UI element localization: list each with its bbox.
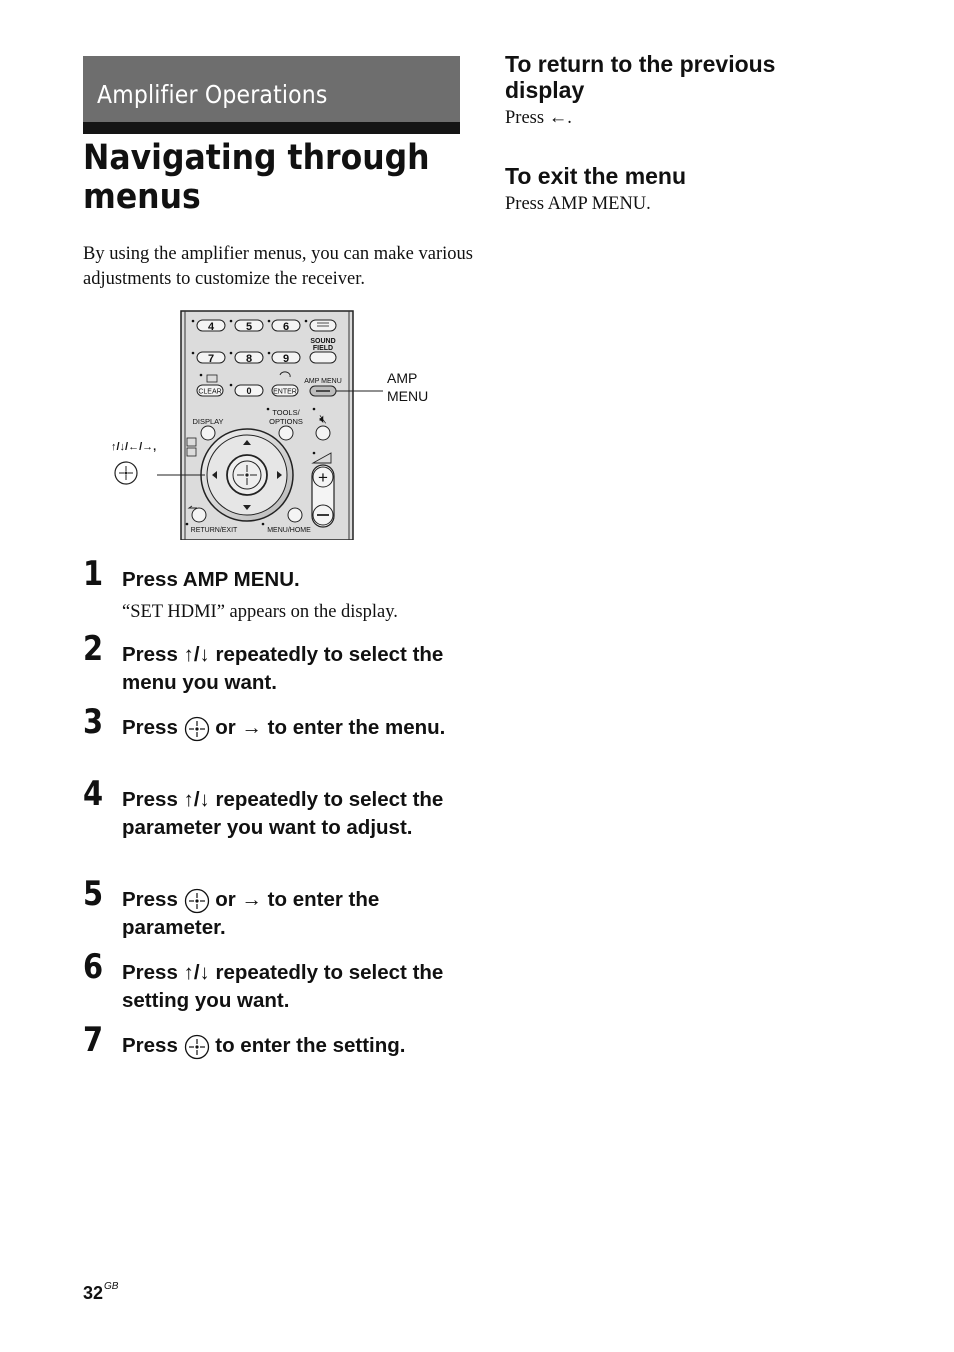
- button-4-label: 4: [207, 321, 215, 333]
- sound-field-label-1: SOUND: [310, 338, 336, 345]
- enter-callout-icon: [115, 462, 137, 484]
- button-6-label: 6: [282, 321, 290, 333]
- button-7-label: 7: [207, 353, 215, 365]
- plus-icon: +: [318, 468, 328, 487]
- button-0-label: 0: [246, 386, 252, 396]
- step-instruction: Press ↑/↓ repeatedly to select the menu you want.: [122, 643, 444, 694]
- enter-label: ENTER: [273, 388, 297, 396]
- return-exit-button: [192, 508, 206, 522]
- page-title: [83, 139, 430, 217]
- step-number: 4: [83, 774, 104, 814]
- tools-label-1: TOOLS/: [272, 408, 300, 417]
- left-arrow-icon: ←: [548, 108, 568, 128]
- remote-control-diagram: [105, 305, 445, 540]
- section-banner-title: Amplifier Operations: [97, 80, 328, 109]
- amp-menu-callout-label-1: AMP: [387, 370, 418, 386]
- enter-button-icon: [184, 716, 210, 742]
- mute-button: [316, 426, 330, 440]
- sound-field-button: [310, 320, 336, 331]
- unlabeled-button: [310, 352, 336, 363]
- step-number: 6: [83, 947, 104, 987]
- amp-menu-remote-label: AMP MENU: [304, 378, 342, 385]
- display-button: [201, 426, 215, 440]
- step-instruction: Press to enter the setting.: [122, 1032, 467, 1060]
- return-section: [505, 51, 845, 130]
- enter-button-icon: [184, 888, 210, 914]
- step-note: “SET HDMI” appears on the display.: [122, 602, 398, 622]
- menu-home-button: [288, 508, 302, 522]
- mute-icon: 🔇︎: [319, 412, 327, 426]
- intro-paragraph: By using the amplifier menus, you can make various adjustments to customize the receiver.: [83, 244, 473, 289]
- exit-heading: To exit the menu: [505, 163, 687, 189]
- button-5-label: 5: [245, 321, 253, 333]
- step-number: 1: [83, 554, 104, 594]
- amp-menu-callout-label-2: MENU: [387, 388, 429, 404]
- step-number: 2: [83, 629, 104, 669]
- up-down-arrow-icon: ↑/↓: [183, 961, 210, 984]
- return-instruction: Press ←.: [505, 108, 572, 128]
- exit-instruction: Press AMP MENU.: [505, 194, 651, 214]
- step-instruction: Press ↑/↓ repeatedly to select the setting you want.: [122, 961, 444, 1012]
- exit-section: [505, 163, 845, 216]
- return-heading: To return to the previous display: [505, 51, 776, 103]
- step-number: 7: [83, 1020, 104, 1060]
- section-banner: [83, 56, 460, 134]
- tools-label-2: OPTIONS: [269, 417, 303, 426]
- step-instruction: Press or → to enter the menu.: [122, 714, 467, 742]
- button-9-label: 9: [282, 353, 290, 365]
- button-8-label: 8: [245, 353, 253, 365]
- step-number: 3: [83, 702, 104, 742]
- page-title-line-1: Navigating through: [83, 138, 430, 178]
- tools-button: [279, 426, 293, 440]
- return-exit-label: RETURN/EXIT: [190, 527, 238, 534]
- page-title-line-2: menus: [83, 177, 201, 217]
- display-label: DISPLAY: [192, 417, 224, 426]
- right-arrow-icon: →: [241, 716, 262, 739]
- step-instruction: Press AMP MENU.: [122, 568, 300, 591]
- up-down-arrow-icon: ↑/↓: [183, 643, 210, 666]
- up-down-arrow-icon: ↑/↓: [183, 788, 210, 811]
- step-instruction: Press or → to enter the parameter.: [122, 888, 380, 939]
- step-number: 5: [83, 874, 104, 914]
- region-code: GB: [104, 1281, 119, 1292]
- banner-underline: [83, 122, 460, 134]
- right-arrow-icon: →: [241, 888, 262, 911]
- clear-label: CLEAR: [198, 388, 222, 396]
- step-instruction: Press ↑/↓ repeatedly to select the parameter you want to adjust.: [122, 788, 444, 839]
- arrows-callout-label: ↑/↓/←/→,: [111, 441, 157, 453]
- sound-field-label-2: FIELD: [312, 345, 334, 352]
- menu-home-label: MENU/HOME: [267, 527, 311, 534]
- enter-button-icon: [184, 1034, 210, 1060]
- page-number: $32^{GB}$: [83, 1281, 119, 1303]
